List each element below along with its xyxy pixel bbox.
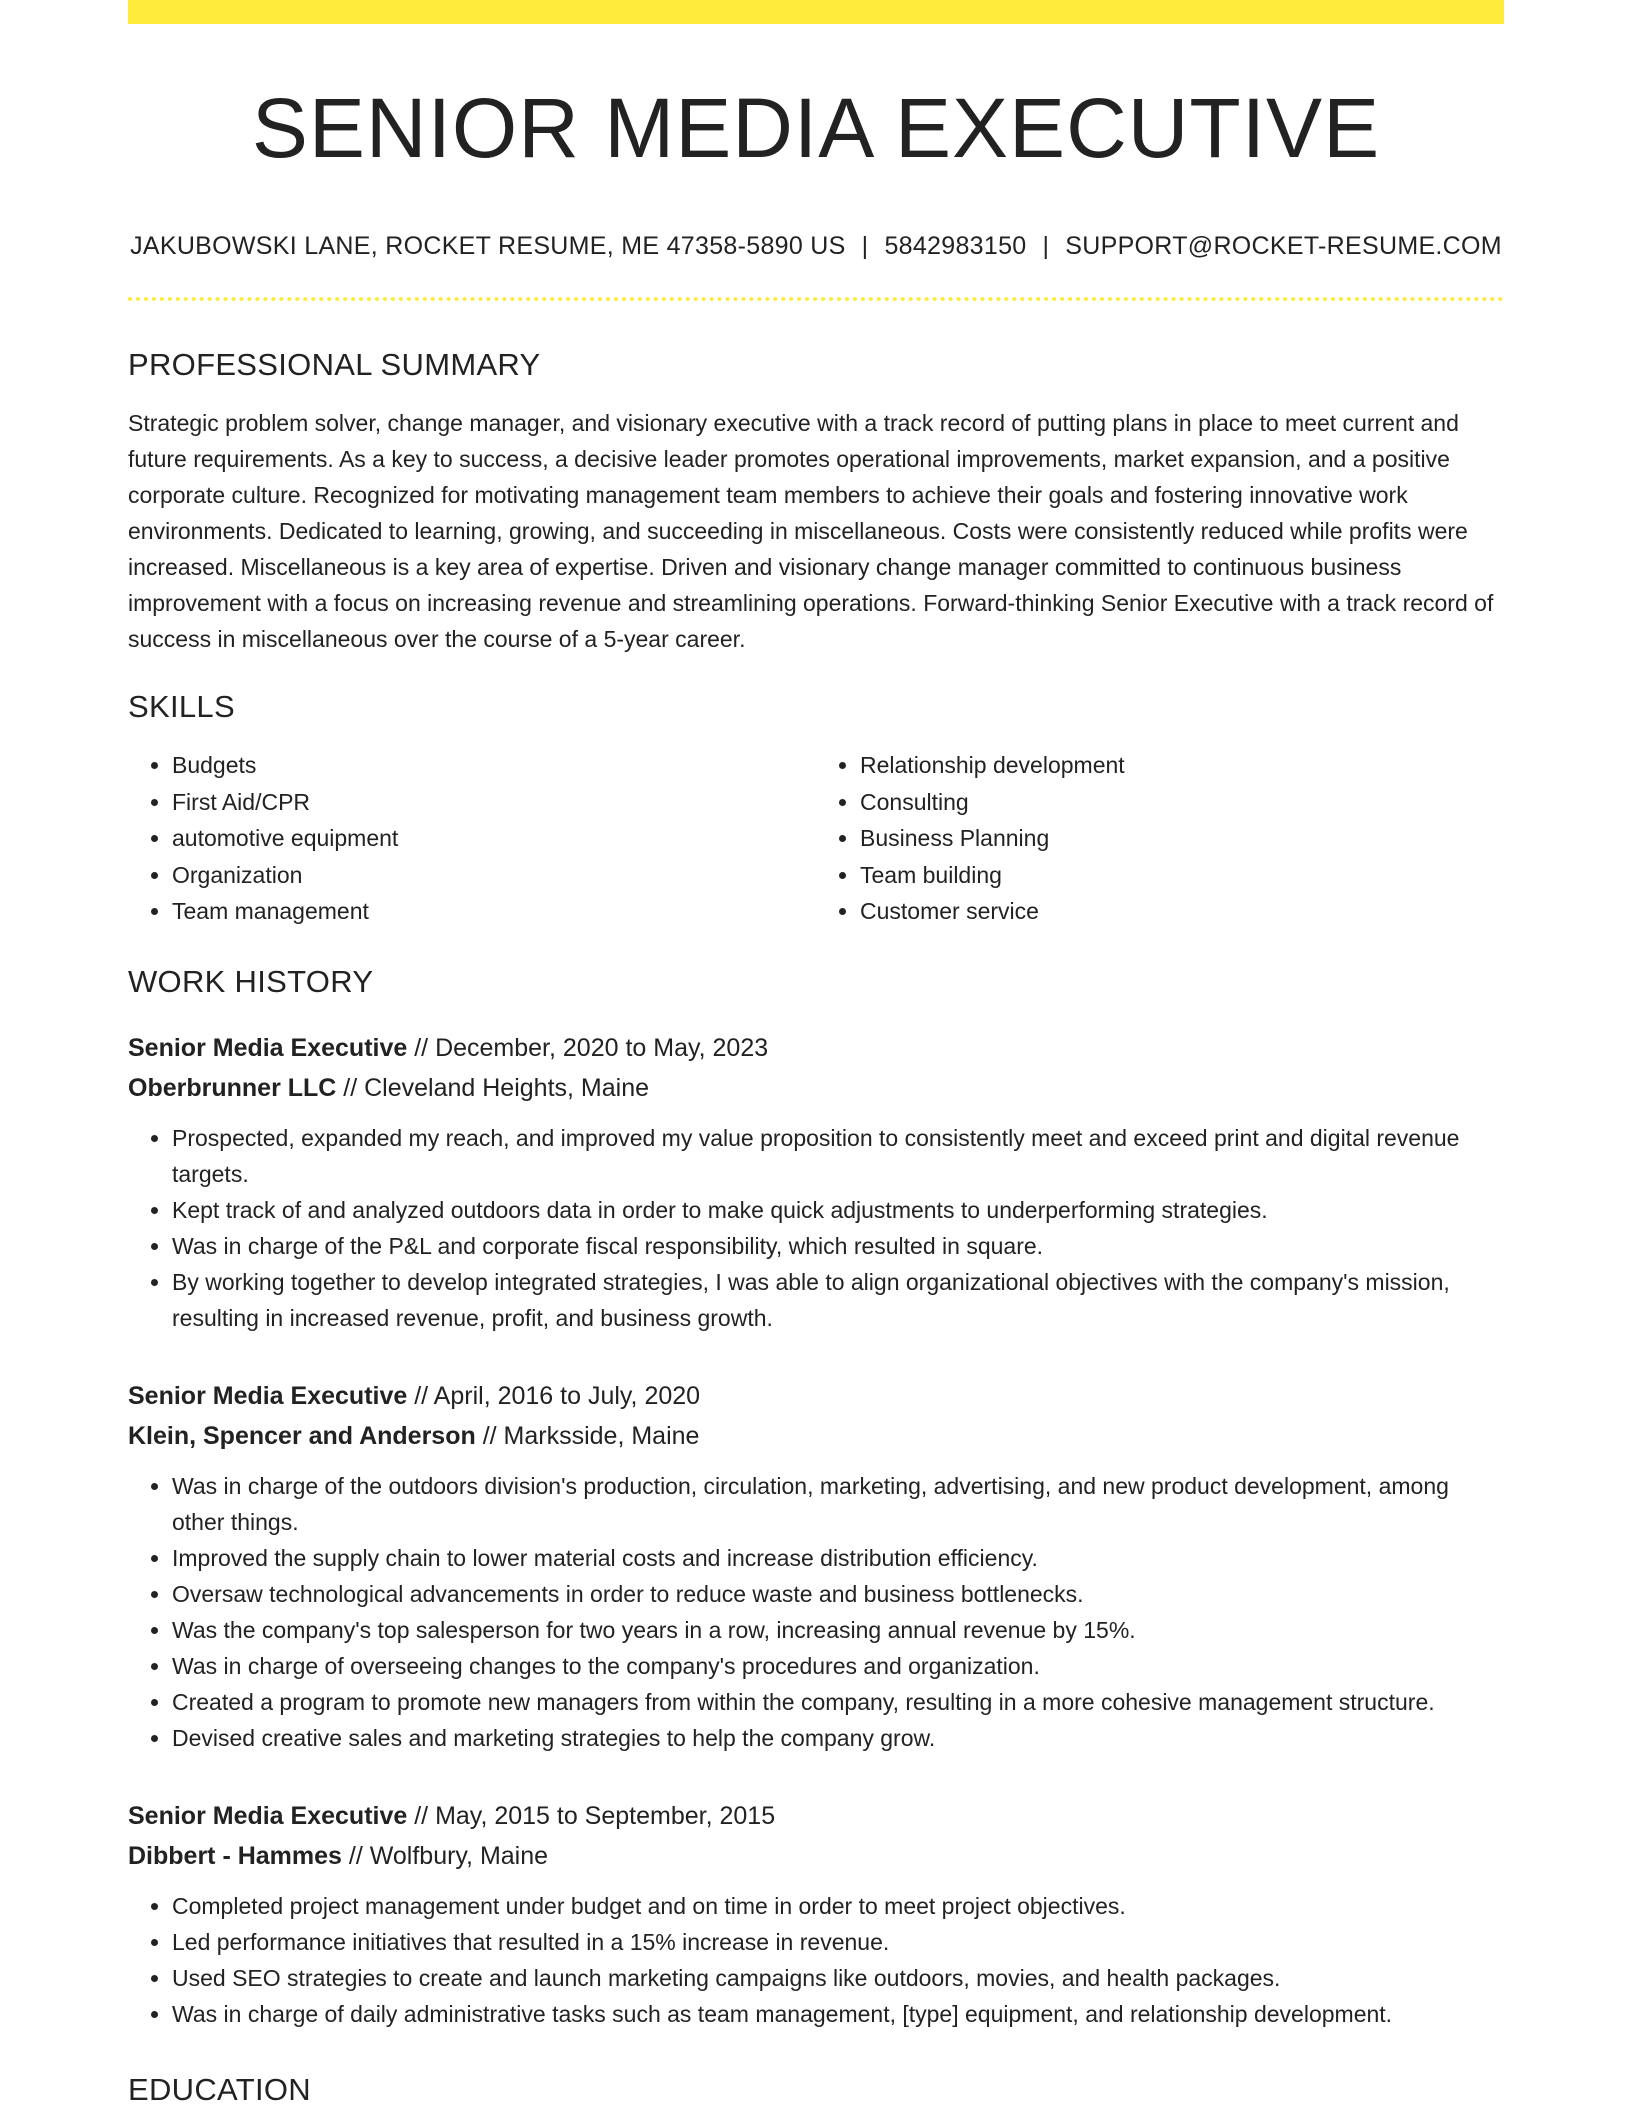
contact-line [128,232,1504,261]
contact-separator: | [1042,232,1050,261]
job-entry-3 [128,1796,1504,2032]
skill-item: • Budgets [172,747,816,784]
job-location: // Marksside, Maine [475,1421,700,1450]
job-bullets [128,1120,1504,1336]
job-role-line [128,1796,1504,1836]
job-role: Senior Media Executive [128,1033,408,1062]
job-bullet: • Created a program to promote new managers from within the company, resulting in a more cohesive management structure. [172,1684,1504,1720]
job-company-line [128,1416,1504,1456]
job-company: Oberbrunner LLC [128,1073,337,1102]
skill-item: • Team building [860,857,1504,894]
job-bullet: • Was the company's top salesperson for two years in a row, increasing annual revenue by 15%. [172,1612,1504,1648]
job-entry-1 [128,1028,1504,1336]
job-entry-2 [128,1376,1504,1756]
top-accent-bar [128,0,1504,24]
job-bullet: • Prospected, expanded my reach, and improved my value proposition to consistently meet and exceed print and digital revenue targets. [172,1120,1504,1192]
job-bullet: • Kept track of and analyzed outdoors data in order to make quick adjustments to underperforming strategies. [172,1192,1504,1228]
skill-item: • Relationship development [860,747,1504,784]
job-bullet: • Was in charge of overseeing changes to the company's procedures and organization. [172,1648,1504,1684]
job-bullet: • Completed project management under budget and on time in order to meet project objectives. [172,1888,1504,1924]
job-bullet: • Devised creative sales and marketing strategies to help the company grow. [172,1720,1504,1756]
resume-page [128,0,1504,2108]
skill-item: • Consulting [860,784,1504,821]
contact-address: JAKUBOWSKI LANE, ROCKET RESUME, ME 47358-5890 US [130,232,846,261]
contact-phone: 5842983150 [884,232,1027,261]
skill-item: • Business Planning [860,820,1504,857]
job-bullets [128,1888,1504,2032]
skills-heading: SKILLS [128,689,235,725]
summary-text: Strategic problem solver, change manager, and visionary executive with a track record of putting plans in place to meet current and future requirements. As a key to success, a decisive leader promotes operational improvements, market expansion, and a positive corporate culture. Recognized for motivating management team members to achieve their goals and fostering innovative work environments. Dedicated to learning, growing, and succeeding in miscellaneous. Costs were consistently reduced while profits were increased. Miscellaneous is a key area of expertise. Driven and visionary change manager committed to continuous business improvement with a focus on increasing revenue and streamlining operations. Forward-thinking Senior Executive with a track record of success in miscellaneous over the course of a 5-year career. [128,410,1494,653]
job-bullet: • Improved the supply chain to lower material costs and increase distribution efficiency. [172,1540,1504,1576]
skills-grid [128,747,1504,930]
job-bullet: • By working together to develop integrated strategies, I was able to align organizational objectives with the company's mission, resulting in increased revenue, profit, and business growth. [172,1264,1504,1336]
summary-heading: PROFESSIONAL SUMMARY [128,347,541,383]
job-company-line [128,1836,1504,1876]
job-location: // Wolfbury, Maine [341,1841,549,1870]
job-dates: // December, 2020 to May, 2023 [407,1033,769,1062]
job-dates: // April, 2016 to July, 2020 [407,1381,701,1410]
skills-left-column [128,747,816,930]
skill-item: • Organization [172,857,816,894]
skill-item: • First Aid/CPR [172,784,816,821]
job-company: Klein, Spencer and Anderson [128,1421,476,1450]
education-heading: EDUCATION [128,2071,311,2107]
job-role: Senior Media Executive [128,1801,408,1830]
resume-title: SENIOR MEDIA EXECUTIVE [251,81,1381,175]
job-bullet: • Oversaw technological advancements in order to reduce waste and business bottlenecks. [172,1576,1504,1612]
job-company: Dibbert - Hammes [128,1841,342,1870]
skill-item: • Team management [172,893,816,930]
skill-item: • Customer service [860,893,1504,930]
work-history-heading: WORK HISTORY [128,963,374,999]
job-dates: // May, 2015 to September, 2015 [407,1801,776,1830]
job-company-line [128,1068,1504,1108]
skills-right-column [816,747,1504,930]
job-location: // Cleveland Heights, Maine [336,1073,650,1102]
job-bullet: • Led performance initiatives that resulted in a 15% increase in revenue. [172,1924,1504,1960]
job-bullet: • Used SEO strategies to create and launch marketing campaigns like outdoors, movies, and health packages. [172,1960,1504,1996]
skill-item: • automotive equipment [172,820,816,857]
job-bullet: • Was in charge of the P&L and corporate fiscal responsibility, which resulted in square. [172,1228,1504,1264]
contact-separator: | [861,232,869,261]
contact-email: SUPPORT@ROCKET-RESUME.COM [1065,232,1502,261]
job-role-line [128,1376,1504,1416]
dotted-divider [128,297,1504,301]
job-bullet: • Was in charge of daily administrative tasks such as team management, [type] equipment, and relationship development. [172,1996,1504,2032]
job-bullet: • Was in charge of the outdoors division's production, circulation, marketing, advertising, and new product development, among other things. [172,1468,1504,1540]
job-role: Senior Media Executive [128,1381,408,1410]
job-bullets [128,1468,1504,1756]
job-role-line [128,1028,1504,1068]
